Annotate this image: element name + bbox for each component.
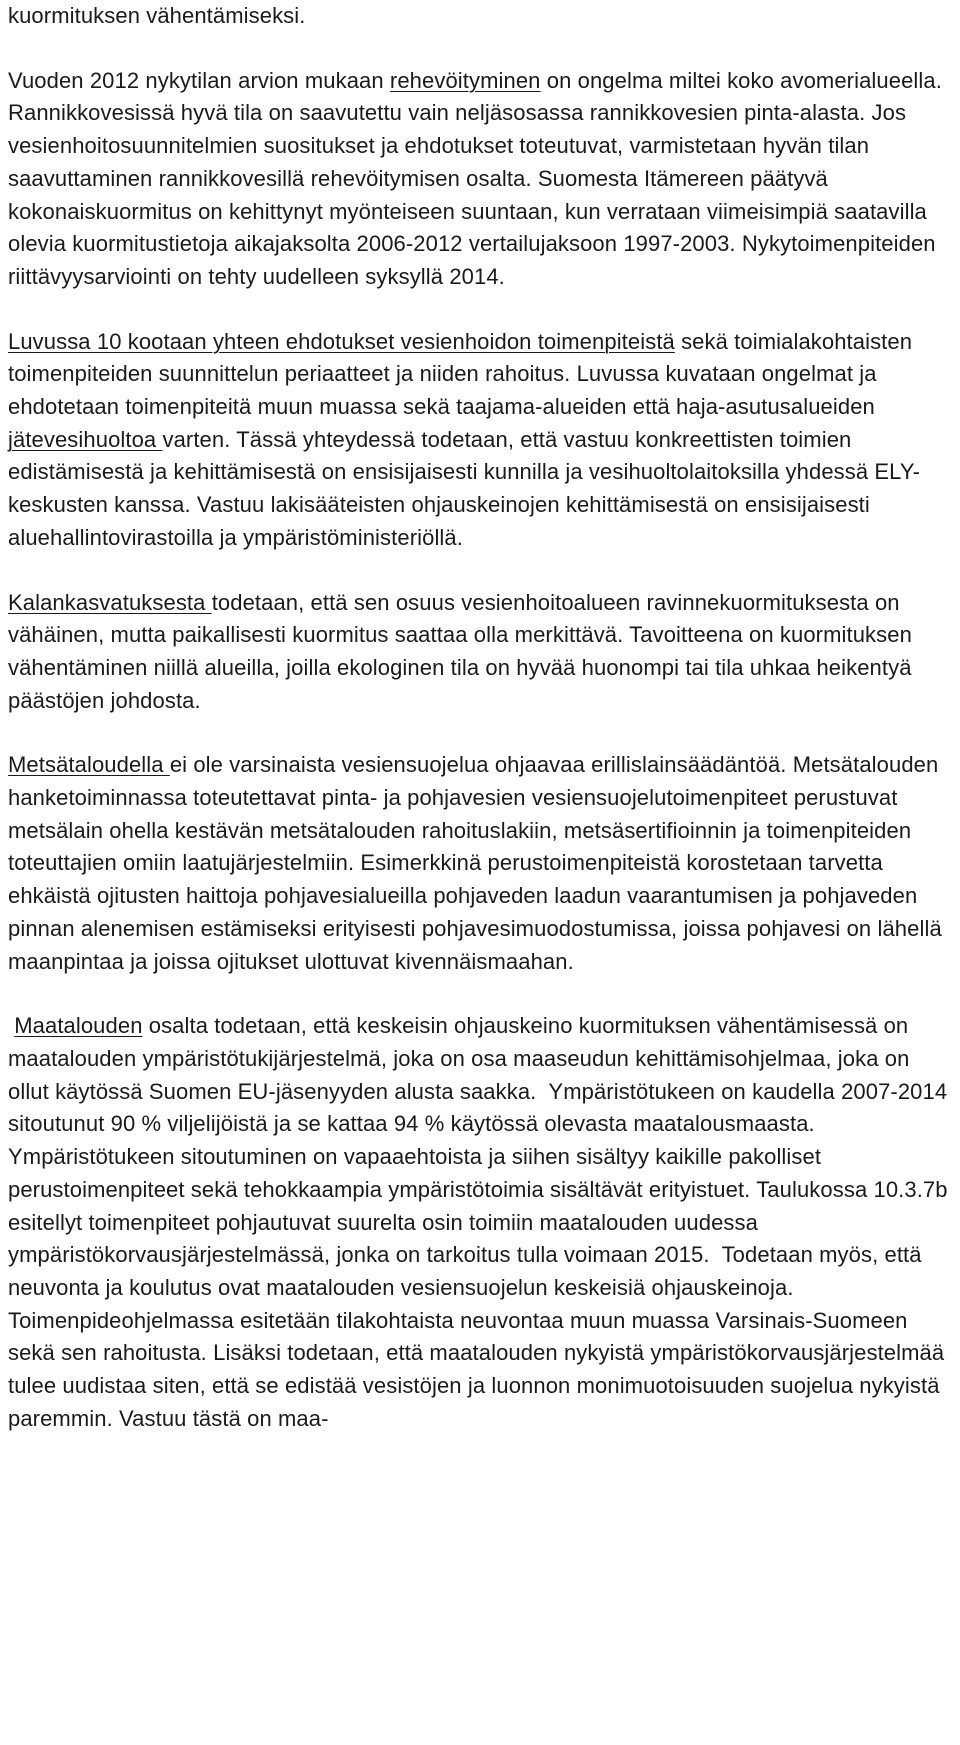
underlined-term: Metsätaloudella bbox=[8, 752, 170, 778]
paragraph-text: ei ole varsinaista vesiensuojelua ohjaavaa erillislainsäädäntöä. Metsätalouden hanketoiminnassa toteutettavat pinta- ja pohjavesien vesiensuojelutoimenpiteet perustuvat metsälain ohella kestävän metsätalouden rahoituslakiin, metsäsertifioinnin ja toimenpiteiden toteuttajien omiin laatujärjestelmiin. Esimerkkinä perustoimenpiteistä korostetaan tarvetta ehkäistä ojitusten haittoja pohjavesialueilla pohjaveden laadun vaarantumisen ja pohjaveden pinnan alenemisen estämiseksi erityisesti pohjavesimuodostumissa, joissa pohjavesi on lähellä maanpintaa ja joissa ojitukset ulottuvat kivennäismaahan. bbox=[8, 752, 949, 974]
underlined-term: Maatalouden bbox=[14, 1013, 143, 1039]
underlined-term: rehevöityminen bbox=[389, 67, 541, 93]
paragraph-text: on ongelma miltei koko avomerialueella. Rannikkovesissä hyvä tila on saavutettu vain neljäsosassa rannikkovesien pinta-alasta. Jos vesienhoitosuunnitelmien suositukset ja ehdotukset toteutuvat, varmistetaan hyvän tilan saavuttaminen rannikkovesillä rehevöitymisen osalta. Suomesta Itämereen päätyvä kokonaiskuormitus on kehittynyt myönteiseen suuntaan, kun verrataan viimeisimpiä saatavilla olevia kuormitustietoja aikajaksolta 2006-2012 vertailujaksoon 1997-2003. Nykytoimenpiteiden riittävyysarviointi on tehty uudelleen syksyllä 2014. bbox=[8, 67, 949, 289]
paragraph-fish-farming bbox=[8, 587, 956, 718]
paragraph-text: sekä toimialakohtaisten toimenpiteiden suunnittelun periaatteet ja niiden rahoitus. Luvussa kuvataan ongelmat ja ehdotetaan toimenpiteitä muun muassa sekä taajama-alueiden että haja-asutusalueiden bbox=[8, 328, 919, 420]
underlined-term: Luvussa 10 kootaan yhteen ehdotukset vesienhoidon toimenpiteistä bbox=[8, 328, 675, 354]
paragraph-forestry bbox=[8, 749, 956, 978]
paragraph-agriculture bbox=[8, 1010, 956, 1435]
paragraph-text: todetaan, että sen osuus vesienhoitoalueen ravinnekuormituksesta on vähäinen, mutta paikallisesti kuormitus saattaa olla merkittävä. Tavoitteena on kuormituksen vähentäminen niillä alueilla, joilla ekologinen tila on hyvää huonompi tai tila uhkaa heikentyä päästöjen johdosta. bbox=[8, 589, 919, 713]
paragraph-eutrophication bbox=[8, 65, 956, 294]
paragraph-chapter-10 bbox=[8, 326, 956, 555]
paragraph-text: varten. Tässä yhteydessä todetaan, että vastuu konkreettisten toimien edistämisestä ja kehittämisestä on ensisijaisesti kunnilla ja vesihuoltolaitoksilla yhdessä ELY-keskusten kanssa. Vastuu lakisääteisten ohjauskeinojen kehittämisestä on ensisijaisesti aluehallintovirastoilla ja ympäristöministeriöllä. bbox=[8, 426, 921, 550]
paragraph-text: osalta todetaan, että keskeisin ohjauskeino kuormituksen vähentämisessä on maatalouden ympäristötukijärjestelmä, joka on osa maaseudun kehittämisohjelmaa, joka on ollut käytössä Suomen EU-jäsenyyden alusta saakka. Ympäristötukeen on kaudella 2007-2014 sitoutunut 90 % viljelijöistä ja se kattaa 94 % käytössä olevasta maatalousmaasta. Ympäristötukeen sitoutuminen on vapaaehtoista ja siihen sisältyy kaikille pakolliset perustoimenpiteet sekä tehokkaampia ympäristötoimia sisältävät erityistuet. Taulukossa 10.3.7b esitellyt toimenpiteet pohjautuvat suurelta osin toimiin maatalouden uudessa ympäristökorvausjärjestelmässä, jonka on tarkoitus tulla voimaan 2015. Todetaan myös, että neuvonta ja koulutus ovat maatalouden vesiensuojelun keskeisiä ohjauskeinoja. Toimenpideohjelmassa esitetään tilakohtaista neuvontaa muun muassa Varsinais-Suomeen sekä sen rahoitusta. Lisäksi todetaan, että maatalouden nykyistä ympäristökorvausjärjestelmää tulee uudistaa siten, että se edistää vesistöjen ja luonnon monimuotoisuuden suojelua nykyistä paremmin. Vastuu tästä on maa- bbox=[8, 1013, 954, 1431]
underlined-term: jätevesihuoltoa bbox=[8, 426, 163, 452]
paragraph-text: kuormituksen vähentämiseksi. bbox=[8, 3, 306, 28]
paragraph-intro-fragment bbox=[8, 0, 956, 33]
paragraph-text: Vuoden 2012 nykytilan arvion mukaan bbox=[8, 67, 390, 93]
underlined-term: Kalankasvatuksesta bbox=[8, 589, 212, 615]
